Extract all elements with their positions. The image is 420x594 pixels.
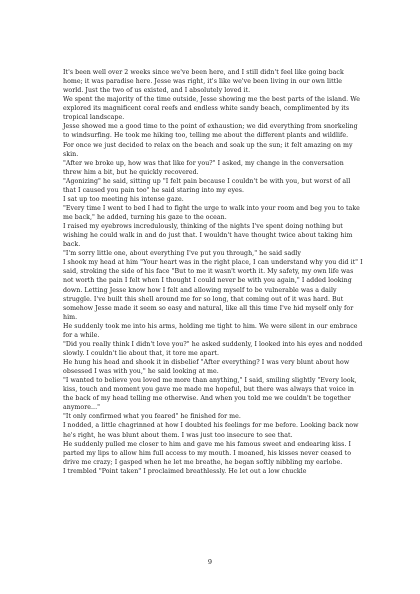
paragraph: I raised my eyebrows incredulously, thinking of the nights I've spent doing nothing but wishing he could walk in and do just that. I wouldn't have thought twice about taking him back. [63, 223, 353, 249]
paragraph: I nodded, a little chagrinned at how I doubted his feelings for me before. Looking back now he's right, he was blunt about them. I was just too insecure to see that. [63, 422, 359, 439]
paragraph: "Every time I went to bed I had to fight the urge to walk into your room and beg you to take me back," he added, turning his gaze to the ocean. [63, 204, 360, 221]
paragraph: We spent the majority of the time outside, Jesse showing me the best parts of the island. We explored its magnificent coral reefs and endless white sandy beach, complimented by its tropical landscape. [63, 96, 360, 122]
paragraph: He hung his head and shook it in disbelief "After everything? I was very blunt about how obsessed I was with you," he said looking at me. [63, 359, 350, 376]
paragraph: He suddenly took me into his arms, holding me tight to him. We were silent in our embrace for a while. [63, 322, 358, 339]
paragraph: "I'm sorry little one, about everything I've put you through," he said sadly [63, 250, 301, 258]
paragraph: I trembled "Point taken" I proclaimed breathlessly. He let out a low chuckle [63, 467, 307, 475]
paragraph: I shook my head at him "Your heart was in the right place, I can understand why you did it" I said, stroking the side of his face "But to me it wasn't worth it. My safety, my own life was not worth the pain I felt when I thought I could never be with you again," I added looking down. Letting Jesse know how I felt and allowing myself to be vulnerable was a daily struggle. I've built this shell around me for so long, that coming out of it was hard. But somehow Jesse made it seem so easy and natural, like all this time I've hid myself only for him. [63, 259, 363, 321]
page-number: 9 [207, 558, 213, 566]
paragraph: "After we broke up, how was that like for you?" I asked, my change in the conversation threw him a bit, but he quickly recovered. [63, 159, 344, 176]
paragraph: "Agonizing" he said, sitting up "I felt pain because I couldn't be with you, but worst of all that I caused you pain too" he said staring into my eyes. [63, 177, 351, 194]
paragraph: It's been well over 2 weeks since we've been here, and I still didn't feel like going back home; it was paradise here. Jesse was right, it's like we've been living in our own little world. Just the two of us existed, and I absolutely loved it. [63, 69, 344, 95]
paragraph: I sat up too meeting his intense gaze. [63, 195, 184, 203]
body-text [63, 68, 363, 476]
paragraph: He suddenly pulled me closer to him and gave me his famous sweet and endearing kiss. I parted my lips to allow him full access to my mouth. I moaned, his kisses never ceased to drive me crazy; I gasped when he let me breathe, he began softly nibbling my earlobe. [63, 440, 352, 466]
paragraph: For once we just decided to relax on the beach and soak up the sun; it felt amazing on my skin. [63, 141, 353, 158]
paragraph: Jesse showed me a good time to the point of exhaustion; we did everything from snorkeling to windsurfing. He took me hiking too, telling me about the different plants and wildlife. [63, 123, 358, 140]
paragraph: "It only confirmed what you feared" he finished for me. [63, 413, 241, 421]
paragraph: "Did you really think I didn't love you?" he asked suddenly, I looked into his eyes and nodded slowly. I couldn't lie about that, it tore me apart. [63, 340, 363, 357]
paragraph: "I wanted to believe you loved me more than anything," I said, smiling slightly "Every look, kiss, touch and moment you gave me made me hopeful, but there was always that voice in the back of my head telling me otherwise. And when you told me we couldn't be together anymore..." [63, 377, 357, 412]
